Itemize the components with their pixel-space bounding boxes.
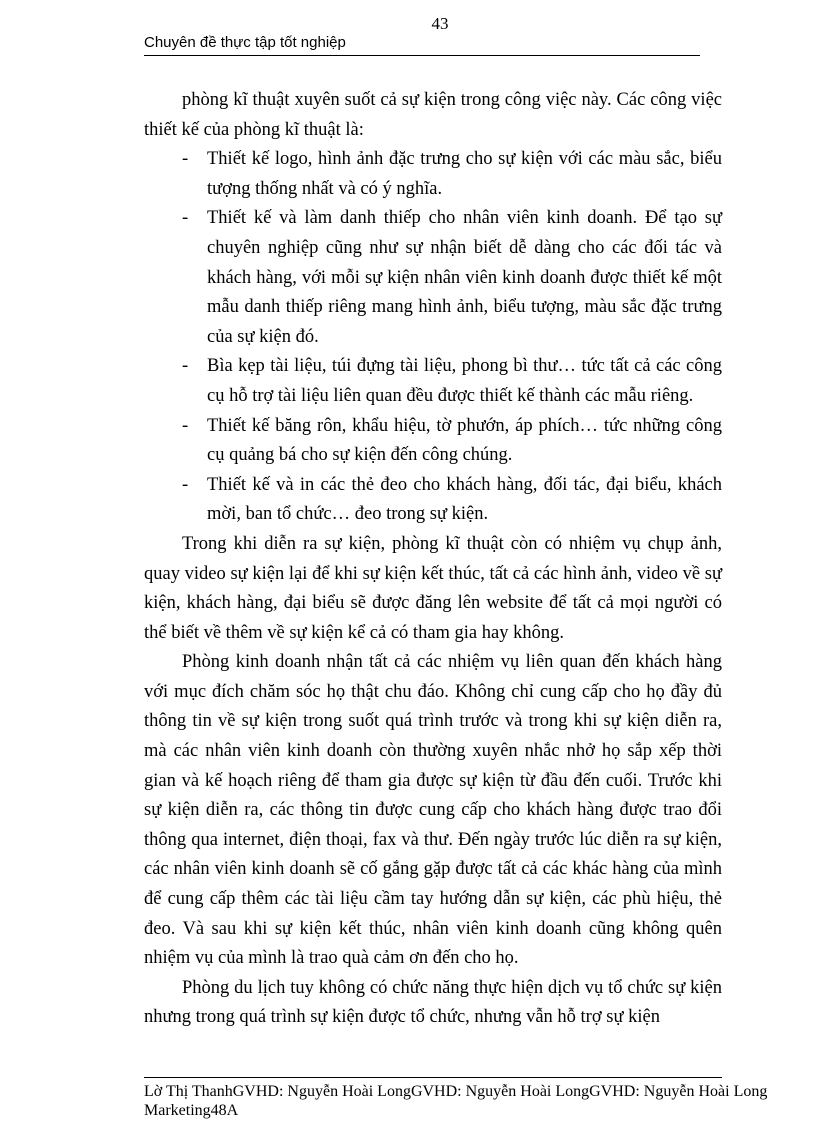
bullet-dash: -	[182, 415, 189, 436]
list-item-text: Thiết kế logo, hình ảnh đặc trưng cho sự kiện với các màu sắc, biểu tượng thống nhất và có ý nghĩa.	[207, 149, 722, 199]
list-item	[144, 412, 722, 471]
intro-paragraph: phòng kĩ thuật xuyên suốt cả sự kiện trong công việc này. Các công việc thiết kế của phòng kĩ thuật là:	[144, 90, 722, 140]
list-item-text: Thiết kế và in các thẻ đeo cho khách hàng, đối tác, đại biểu, khách mời, ban tổ chức… đeo trong sự kiện.	[207, 474, 722, 525]
list-item-text: Bìa kẹp tài liệu, túi đựng tài liệu, phong bì thư… tức tất cả các công cụ hỗ trợ tài liệu liên quan đều được thiết kế thành các mẫu riêng.	[207, 356, 722, 406]
body-paragraph: Phòng kinh doanh nhận tất cả các nhiệm vụ liên quan đến khách hàng với mục đích chăm sóc họ thật chu đáo. Không chỉ cung cấp cho họ đầy đủ thông tin về sự kiện trong suốt quá trình trước và trong khi sự kiện diễn ra, mà các nhân viên kinh doanh còn thường xuyên nhắc nhở họ sắp xếp thời gian và kế hoạch riêng để tham gia được sự kiện từ đầu đến cuối. Trước khi sự kiện diễn ra, các thông tin được cung cấp cho khách hàng được trao đổi thông qua internet, điện thoại, fax và thư. Đến ngày trước lúc diễn ra sự kiện, các nhân viên kinh doanh sẽ cố gắng gặp được tất cả các khác hàng của mình để cung cấp thêm các tài liệu cầm tay hướng dẫn sự kiện, các phù hiệu, thẻ đeo. Và sau khi sự kiện kết thúc, nhân viên kinh doanh cũng không quên nhiệm vụ của mình là trao quà cảm ơn đến cho họ.	[144, 652, 722, 969]
list-item-text: Thiết kế băng rôn, khẩu hiệu, tờ phướn, áp phích… tức những công cụ quảng bá cho sự kiện đến công chúng.	[207, 415, 722, 466]
list-item	[144, 145, 722, 204]
list-item	[144, 204, 722, 352]
bullet-dash: -	[182, 474, 189, 495]
design-tasks-list	[144, 145, 722, 530]
list-item-text: Thiết kế và làm danh thiếp cho nhân viên kinh doanh. Để tạo sự chuyên nghiệp cũng như sự nhận biết dễ dàng cho các đối tác và khách hàng, với mỗi sự kiện nhân viên kinh doanh được thiết kế một mẫu danh thiếp riêng mang hình ảnh, biểu tượng, màu sắc đặc trưng của sự kiện đó.	[207, 208, 722, 347]
list-item	[144, 352, 722, 411]
running-header-title: Chuyên đề thực tập tốt nghiệp	[144, 34, 346, 51]
body-paragraph: Phòng du lịch tuy không có chức năng thực hiện dịch vụ tổ chức sự kiện nhưng trong quá trình sự kiện được tổ chức, nhưng vẫn hỗ trợ sự kiện	[144, 977, 722, 1028]
bullet-dash: -	[182, 208, 189, 229]
list-item	[144, 471, 722, 530]
page-number: 43	[431, 14, 449, 33]
footer-class: Marketing48A	[144, 1102, 239, 1119]
body-paragraph: Trong khi diễn ra sự kiện, phòng kĩ thuật còn có nhiệm vụ chụp ảnh, quay video sự kiện lại để khi sự kiện kết thúc, tất cả các hình ảnh, video về sự kiện, khách hàng, đại biểu sẽ được đăng lên website để tất cả mọi người có thể biết về thêm về sự kiện kể cả có tham gia hay không.	[144, 533, 722, 643]
header-rule	[144, 55, 700, 56]
footer-author-advisor: Lờ Thị ThanhGVHD: Nguyễn Hoài LongGVHD: Nguyễn Hoài LongGVHD: Nguyễn Hoài Long	[144, 1083, 768, 1100]
bullet-dash: -	[182, 356, 189, 377]
document-body	[144, 86, 722, 1033]
footer-rule	[144, 1077, 722, 1078]
bullet-dash: -	[182, 149, 189, 170]
